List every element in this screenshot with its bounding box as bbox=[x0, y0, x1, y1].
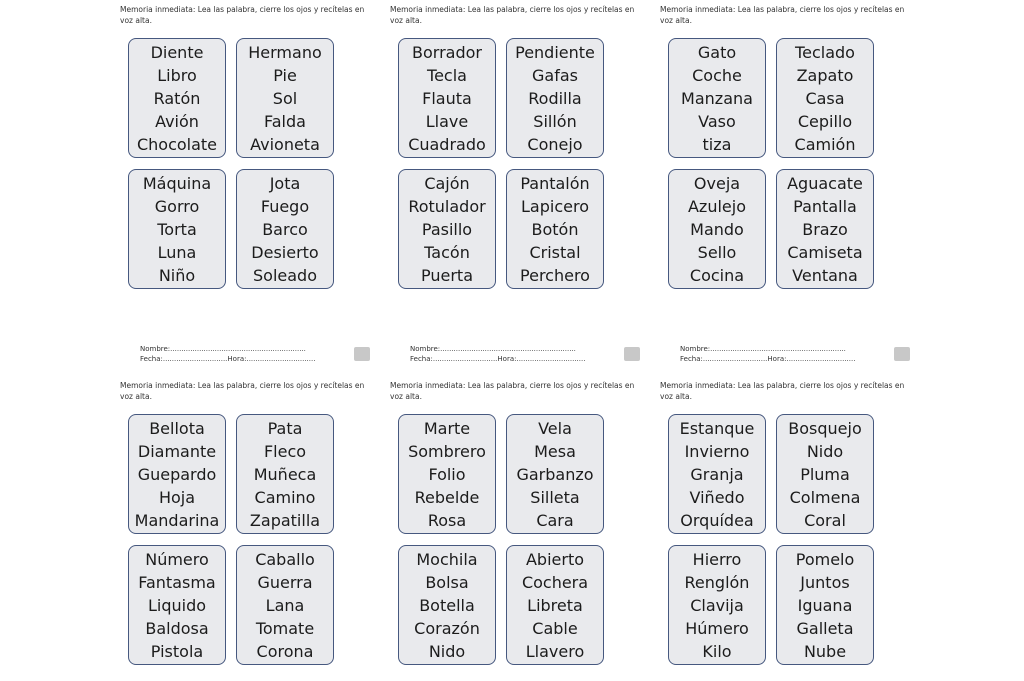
word-card bbox=[506, 38, 604, 158]
word-item: Camiseta bbox=[787, 242, 863, 262]
word-card bbox=[398, 38, 496, 158]
word-item: Falda bbox=[264, 111, 306, 131]
word-item: Rodilla bbox=[528, 88, 582, 108]
word-item: Rotulador bbox=[408, 196, 486, 216]
word-item: Granja bbox=[690, 464, 744, 484]
word-item: Kilo bbox=[702, 641, 732, 661]
word-item: Invierno bbox=[684, 441, 750, 461]
word-item: Caballo bbox=[255, 549, 315, 569]
word-item: Flauta bbox=[422, 88, 472, 108]
word-item: Hoja bbox=[158, 487, 196, 507]
word-item: Folio bbox=[428, 464, 466, 484]
word-item: Ratón bbox=[153, 88, 201, 108]
word-card bbox=[506, 545, 604, 665]
word-item: Camino bbox=[254, 487, 316, 507]
word-card bbox=[668, 545, 766, 665]
memory-sheet bbox=[120, 345, 370, 675]
word-item: Llavero bbox=[525, 641, 585, 661]
word-item: Hierro bbox=[692, 549, 742, 569]
word-item: Cristal bbox=[529, 242, 581, 262]
word-item: Estanque bbox=[679, 418, 755, 438]
word-item: Silleta bbox=[530, 487, 580, 507]
word-card bbox=[506, 169, 604, 289]
word-item: Iguana bbox=[797, 595, 853, 615]
word-item: Mandarina bbox=[134, 510, 220, 530]
word-item: Viñedo bbox=[689, 487, 745, 507]
word-card bbox=[668, 38, 766, 158]
word-item: Diente bbox=[150, 42, 204, 62]
word-card bbox=[776, 414, 874, 534]
word-item: Pie bbox=[273, 65, 297, 85]
word-item: Avión bbox=[155, 111, 199, 131]
word-item: Ventana bbox=[792, 265, 858, 285]
word-item: Húmero bbox=[685, 618, 749, 638]
word-item: Clavija bbox=[690, 595, 744, 615]
word-card bbox=[776, 545, 874, 665]
instructions: Memoria inmediata: Lea las palabra, cierre los ojos y recítelas en voz alta. bbox=[390, 5, 635, 25]
word-item: Guerra bbox=[257, 572, 313, 592]
word-item: Brazo bbox=[802, 219, 848, 239]
word-item: Barco bbox=[262, 219, 308, 239]
word-item: Niño bbox=[158, 265, 196, 285]
word-item: Lana bbox=[265, 595, 305, 615]
word-card bbox=[668, 414, 766, 534]
word-item: Pasillo bbox=[421, 219, 473, 239]
word-card bbox=[128, 169, 226, 289]
logo-icon bbox=[894, 347, 910, 361]
word-item: Tomate bbox=[255, 618, 315, 638]
word-item: Nido bbox=[428, 641, 466, 661]
memory-sheet bbox=[390, 0, 640, 330]
word-item: Galleta bbox=[796, 618, 854, 638]
word-item: Muñeca bbox=[253, 464, 317, 484]
fecha-hora-line: Fecha:.............................Hora:............................... bbox=[140, 355, 316, 363]
word-item: Mesa bbox=[534, 441, 576, 461]
nombre-line: Nombre:............................................................. bbox=[140, 345, 306, 353]
word-item: Aguacate bbox=[787, 173, 863, 193]
word-item: Camión bbox=[794, 134, 856, 154]
word-item: Cara bbox=[536, 510, 574, 530]
word-item: Pomelo bbox=[795, 549, 855, 569]
word-item: Botella bbox=[419, 595, 475, 615]
word-item: Pantalla bbox=[793, 196, 857, 216]
word-item: Sombrero bbox=[408, 441, 486, 461]
word-card bbox=[128, 414, 226, 534]
name-date-header bbox=[410, 345, 640, 365]
word-card bbox=[236, 414, 334, 534]
word-item: Pata bbox=[267, 418, 303, 438]
word-item: Número bbox=[145, 549, 209, 569]
word-item: Colmena bbox=[789, 487, 861, 507]
logo-icon bbox=[624, 347, 640, 361]
word-item: Guepardo bbox=[137, 464, 217, 484]
word-item: Fantasma bbox=[138, 572, 216, 592]
word-item: Tecla bbox=[427, 65, 467, 85]
word-item: Borrador bbox=[412, 42, 482, 62]
word-item: Perchero bbox=[520, 265, 590, 285]
word-item: Jota bbox=[269, 173, 301, 193]
memory-sheet bbox=[660, 0, 910, 330]
word-item: Libro bbox=[157, 65, 197, 85]
word-item: Mando bbox=[690, 219, 744, 239]
word-item: Coche bbox=[692, 65, 742, 85]
word-card bbox=[236, 169, 334, 289]
word-card bbox=[398, 545, 496, 665]
word-card bbox=[398, 414, 496, 534]
word-item: Máquina bbox=[142, 173, 212, 193]
word-item: Liquido bbox=[147, 595, 207, 615]
word-item: Abierto bbox=[525, 549, 585, 569]
word-item: Orquídea bbox=[680, 510, 754, 530]
word-item: Llave bbox=[425, 111, 469, 131]
word-item: Zapato bbox=[796, 65, 854, 85]
word-item: Nido bbox=[806, 441, 844, 461]
word-card bbox=[776, 169, 874, 289]
word-item: Sillón bbox=[533, 111, 577, 131]
word-item: Botón bbox=[531, 219, 579, 239]
word-item: Chocolate bbox=[136, 134, 218, 154]
word-item: tiza bbox=[702, 134, 732, 154]
word-item: Sello bbox=[697, 242, 737, 262]
word-card bbox=[236, 38, 334, 158]
nombre-line: Nombre:............................................................. bbox=[680, 345, 846, 353]
word-item: Desierto bbox=[251, 242, 319, 262]
word-item: Puerta bbox=[420, 265, 473, 285]
word-item: Baldosa bbox=[145, 618, 209, 638]
word-card bbox=[128, 38, 226, 158]
word-item: Conejo bbox=[527, 134, 583, 154]
word-item: Teclado bbox=[795, 42, 855, 62]
word-item: Vela bbox=[538, 418, 572, 438]
word-item: Cajón bbox=[424, 173, 470, 193]
word-item: Cuadrado bbox=[408, 134, 486, 154]
word-item: Rebelde bbox=[414, 487, 480, 507]
name-date-header bbox=[680, 345, 910, 365]
word-item: Nube bbox=[803, 641, 847, 661]
word-item: Cocina bbox=[689, 265, 745, 285]
word-item: Casa bbox=[805, 88, 845, 108]
word-item: Pantalón bbox=[520, 173, 590, 193]
nombre-line: Nombre:............................................................. bbox=[410, 345, 576, 353]
word-item: Bosquejo bbox=[788, 418, 862, 438]
memory-sheet bbox=[660, 345, 910, 675]
word-card bbox=[398, 169, 496, 289]
word-item: Libreta bbox=[527, 595, 583, 615]
name-date-header bbox=[140, 345, 370, 365]
word-item: Renglón bbox=[684, 572, 750, 592]
memory-sheet bbox=[390, 345, 640, 675]
word-item: Hermano bbox=[248, 42, 322, 62]
word-card bbox=[668, 169, 766, 289]
word-item: Avioneta bbox=[250, 134, 320, 154]
word-item: Coral bbox=[804, 510, 846, 530]
word-item: Fuego bbox=[260, 196, 310, 216]
instructions: Memoria inmediata: Lea las palabra, cierre los ojos y recítelas en voz alta. bbox=[390, 381, 635, 401]
word-item: Juntos bbox=[800, 572, 850, 592]
word-card bbox=[506, 414, 604, 534]
instructions: Memoria inmediata: Lea las palabra, cierre los ojos y recítelas en voz alta. bbox=[120, 5, 365, 25]
word-item: Lapicero bbox=[521, 196, 589, 216]
word-item: Vaso bbox=[698, 111, 736, 131]
word-item: Sol bbox=[272, 88, 298, 108]
instructions: Memoria inmediata: Lea las palabra, cierre los ojos y recítelas en voz alta. bbox=[660, 381, 905, 401]
fecha-hora-line: Fecha:.............................Hora:............................... bbox=[410, 355, 586, 363]
word-item: Luna bbox=[157, 242, 197, 262]
word-item: Manzana bbox=[681, 88, 753, 108]
word-item: Gorro bbox=[154, 196, 200, 216]
word-item: Diamante bbox=[137, 441, 217, 461]
word-item: Marte bbox=[423, 418, 471, 438]
word-item: Cepillo bbox=[797, 111, 853, 131]
word-card bbox=[776, 38, 874, 158]
word-item: Torta bbox=[157, 219, 197, 239]
word-item: Mochila bbox=[416, 549, 478, 569]
word-card bbox=[128, 545, 226, 665]
word-item: Gafas bbox=[532, 65, 578, 85]
word-item: Tacón bbox=[424, 242, 470, 262]
word-item: Pistola bbox=[150, 641, 204, 661]
word-item: Soleado bbox=[253, 265, 317, 285]
word-item: Zapatilla bbox=[249, 510, 321, 530]
word-item: Pendiente bbox=[515, 42, 595, 62]
fecha-hora-line: Fecha:.............................Hora:............................... bbox=[680, 355, 856, 363]
word-item: Gato bbox=[697, 42, 737, 62]
instructions: Memoria inmediata: Lea las palabra, cierre los ojos y recítelas en voz alta. bbox=[660, 5, 905, 25]
word-item: Corazón bbox=[414, 618, 480, 638]
word-item: Cable bbox=[532, 618, 578, 638]
memory-sheet bbox=[120, 0, 370, 330]
instructions: Memoria inmediata: Lea las palabra, cierre los ojos y recítelas en voz alta. bbox=[120, 381, 365, 401]
word-item: Pluma bbox=[800, 464, 850, 484]
word-item: Garbanzo bbox=[516, 464, 594, 484]
logo-icon bbox=[354, 347, 370, 361]
word-item: Fleco bbox=[263, 441, 307, 461]
word-item: Bellota bbox=[149, 418, 205, 438]
word-card bbox=[236, 545, 334, 665]
word-item: Corona bbox=[256, 641, 314, 661]
word-item: Cochera bbox=[521, 572, 589, 592]
word-item: Bolsa bbox=[425, 572, 469, 592]
word-item: Oveja bbox=[693, 173, 741, 193]
word-item: Rosa bbox=[427, 510, 467, 530]
word-item: Azulejo bbox=[687, 196, 746, 216]
